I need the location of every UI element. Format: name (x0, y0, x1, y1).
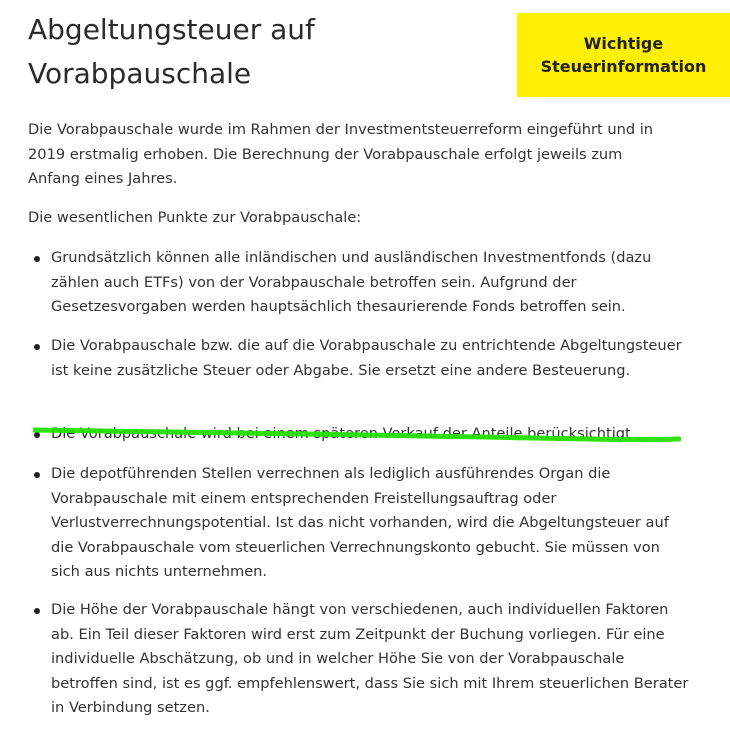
list-item-text: Grundsätzlich können alle inländischen und ausländischen Investmentfonds (dazu zählen auch ETFs) von der Vorabpauschale betroffen sein. Aufgrund der Gesetzesvorgaben werden hauptsächlich thesaurierende Fonds betroffen sein. (51, 249, 652, 315)
list-item (51, 462, 691, 585)
page-title: Abgeltungsteuer auf Vorabpauschale (28, 13, 315, 90)
list-item (51, 334, 691, 383)
list-item-text: Die depotführenden Stellen verrechnen als lediglich ausführendes Organ die Vorabpauschale mit einem entsprechenden Freistellungsauftrag oder Verlustverrechnungspotential. Ist das nicht vorhanden, wird die Abgeltungsteuer auf die Vorabpauschale vom steuerlichen Verrechnungskonto gebucht. Sie müssen von sich aus nichts unternehmen. (51, 465, 669, 580)
list-item (51, 246, 691, 320)
list-item (51, 598, 691, 721)
bullet-icon (34, 472, 40, 478)
list-item (51, 422, 691, 447)
points-lead: Die wesentlichen Punkte zur Vorabpauschale: (28, 209, 362, 226)
bullet-icon (34, 608, 40, 614)
badge-line-2: Steuerinformation (540, 57, 707, 76)
bullet-icon (34, 344, 40, 350)
intro-paragraph: Die Vorabpauschale wurde im Rahmen der Investmentsteuerreform eingeführt und in 2019 erstmalig erhoben. Die Berechnung der Vorabpauschale erfolgt jeweils zum Anfang eines Jahres. (28, 121, 654, 187)
list-item-text: Die Vorabpauschale bzw. die auf die Vorabpauschale zu entrichtende Abgeltungsteuer ist keine zusätzliche Steuer oder Abgabe. Sie ersetzt eine andere Besteuerung. (51, 337, 682, 379)
list-item-text: Die Vorabpauschale wird bei einem späteren Verkauf der Anteile berücksichtigt (51, 425, 631, 442)
list-item-text: Die Höhe der Vorabpauschale hängt von verschiedenen, auch individuellen Faktoren ab. Ein Teil dieser Faktoren wird erst zum Zeitpunkt der Buchung vorliegen. Für eine individuelle Abschätzung, ob und in welcher Höhe Sie von der Vorabpauschale betroffen sind, ist es ggf. empfehlenswert, dass Sie sich mit Ihrem steuerlichen Berater in Verbindung setzen. (51, 601, 689, 716)
bullet-icon (34, 432, 40, 438)
tax-info-badge (517, 13, 730, 97)
badge-line-1: Wichtige (583, 34, 664, 53)
bullet-icon (34, 256, 40, 262)
